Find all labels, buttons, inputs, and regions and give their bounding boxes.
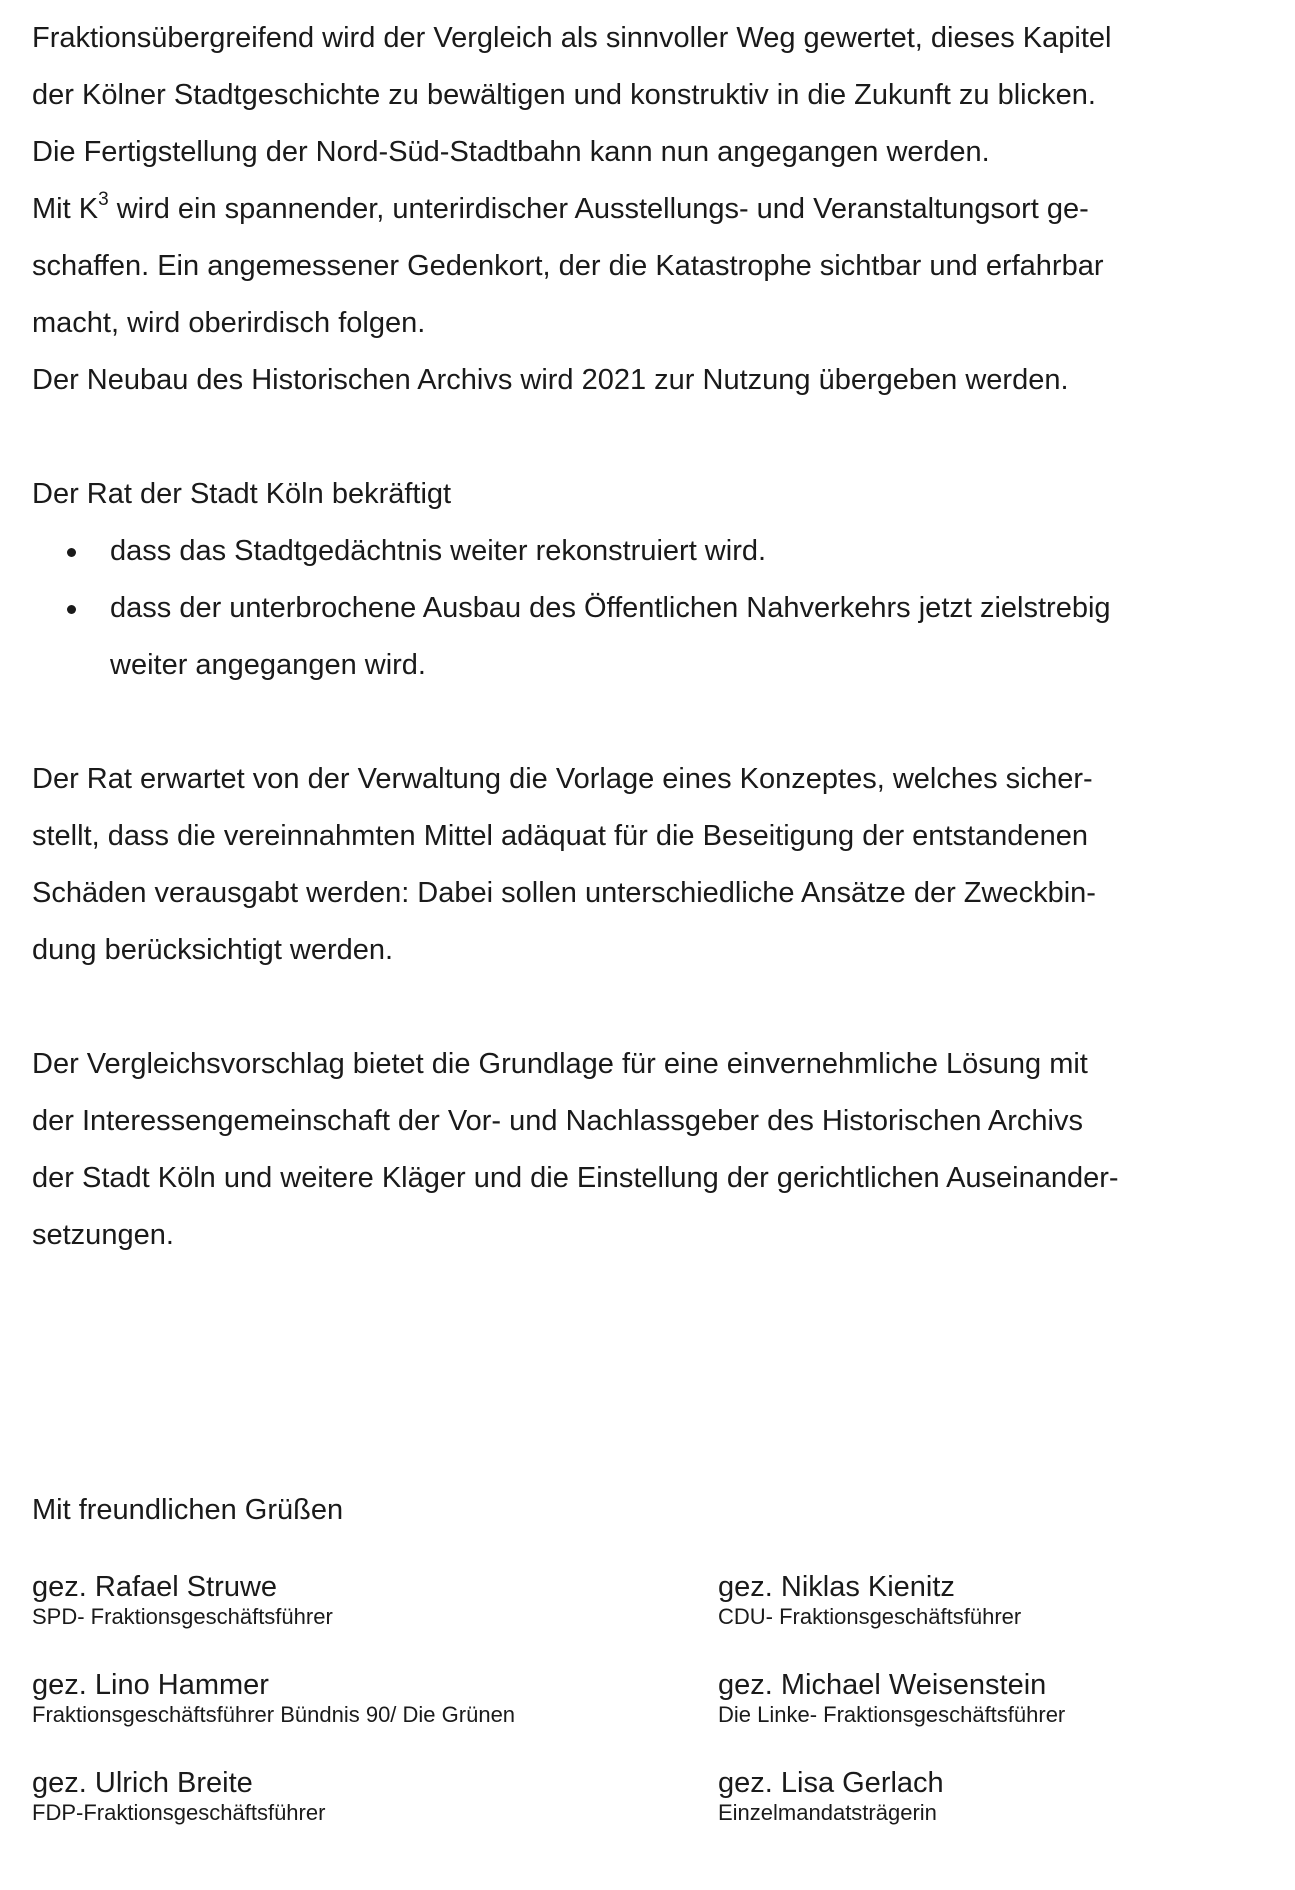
closing-greeting: Mit freundlichen Grüßen [32,1494,344,1526]
text-line: setzungen. [32,1219,174,1251]
spacer [32,979,1272,1036]
signature-name: gez. Michael Weisenstein [718,1669,1047,1701]
signature-name: gez. Lisa Gerlach [718,1767,944,1799]
bullet-list [32,523,1272,694]
signature-block [718,1570,1021,1630]
spacer [32,409,1272,466]
text-line: Fraktionsübergreifend wird der Vergleich als sinnvoller Weg gewertet, dieses Kapitel [32,22,1112,54]
signature-role: CDU- Fraktionsgeschäftsführer [718,1604,1022,1629]
text-line: stellt, dass die vereinnahmten Mittel adäquat für die Beseitigung der entstandenen [32,820,1088,852]
signature-block [32,1668,515,1728]
signature-role: Einzelmandatsträgerin [718,1800,937,1825]
paragraph-comparison [32,10,1272,181]
paragraph-archive: Der Neubau des Historischen Archivs wird 2021 zur Nutzung übergeben werden. [32,364,1069,396]
signature-block [32,1570,333,1630]
signature-role: FDP-Fraktionsgeschäftsführer [32,1800,326,1825]
signature-role: Fraktionsgeschäftsführer Bündnis 90/ Die Grünen [32,1702,516,1727]
bullet-icon [67,548,76,557]
document-body [32,10,1272,1264]
bullet-item [32,523,1272,580]
k3-superscript: 3 [98,189,109,210]
text-line: Die Fertigstellung der Nord-Süd-Stadtbahn kann nun angegangen werden. [32,136,990,168]
signature-name: gez. Rafael Struwe [32,1571,278,1603]
text-line: Schäden verausgabt werden: Dabei sollen unterschiedliche Ansätze der Zweckbin- [32,877,1096,909]
signature-block [718,1668,1065,1728]
k3-prefix: Mit K [32,193,99,225]
paragraph-concept [32,751,1272,979]
text-line: der Stadt Köln und weitere Kläger und die Einstellung der gerichtlichen Auseinander- [32,1162,1119,1194]
bullet-icon [67,605,76,614]
paragraph-settlement [32,1036,1272,1264]
signature-block [32,1766,325,1826]
spacer [32,694,1272,751]
k3-line-rest: wird ein spannender, unterirdischer Ausstellungs- und Veranstaltungsort ge- [108,193,1089,225]
text-line: dass der unterbrochene Ausbau des Öffentlichen Nahverkehrs jetzt zielstrebig [110,592,1111,624]
text-line: schaffen. Ein angemessener Gedenkort, der die Katastrophe sichtbar und erfahrbar [32,250,1104,282]
signature-name: gez. Ulrich Breite [32,1767,253,1799]
text-line: Der Rat erwartet von der Verwaltung die Vorlage eines Konzeptes, welches sicher- [32,763,1093,795]
bullet-item [32,580,1272,694]
text-line: der Kölner Stadtgeschichte zu bewältigen und konstruktiv in die Zukunft zu blicken. [32,79,1096,111]
signature-name: gez. Lino Hammer [32,1669,269,1701]
text-line [32,181,1272,238]
paragraph-k3 [32,181,1272,352]
signature-name: gez. Niklas Kienitz [718,1571,955,1603]
signature-role: Die Linke- Fraktionsgeschäftsführer [718,1702,1066,1727]
text-line: der Interessengemeinschaft der Vor- und Nachlassgeber des Historischen Archivs [32,1105,1083,1137]
text-line: dung berücksichtigt werden. [32,934,394,966]
text-line: macht, wird oberirdisch folgen. [32,307,426,339]
signature-block [718,1766,944,1826]
text-line: dass das Stadtgedächtnis weiter rekonstruiert wird. [110,535,767,567]
text-line: weiter angegangen wird. [110,649,426,681]
signature-role: SPD- Fraktionsgeschäftsführer [32,1604,333,1629]
text-line: Der Vergleichsvorschlag bietet die Grundlage für eine einvernehmliche Lösung mit [32,1048,1088,1080]
council-intro: Der Rat der Stadt Köln bekräftigt [32,478,452,510]
